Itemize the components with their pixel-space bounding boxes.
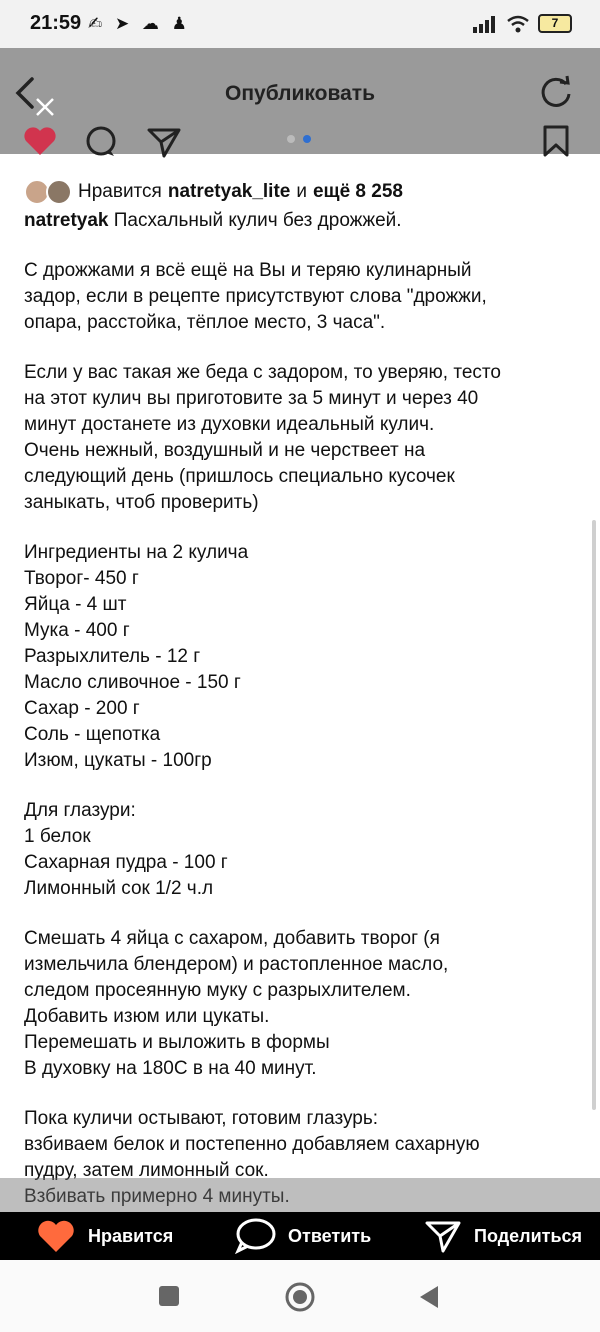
caption-line: Добавить изюм или цукаты. [24,1006,270,1027]
likes-user[interactable]: natretyak_lite [167,181,291,202]
caption-line: заныкать, чтоб проверить) [24,492,259,513]
caption-line [24,516,584,540]
caption-line: В духовку на 180С в на 40 минут. [24,1058,317,1079]
caption-line: 1 белок [24,826,91,847]
caption-line: Сахарная пудра - 100 г [24,852,228,873]
share-label: Поделиться [474,1225,583,1246]
page-title: Опубликовать [225,82,375,105]
caption-line: взбиваем белок и постепенно добавляем сахарную [24,1134,480,1155]
caption-body [24,234,584,1210]
refresh-icon[interactable] [538,74,574,110]
top-bar [0,48,600,154]
comment-icon [234,1218,276,1254]
back-nav-icon[interactable] [418,1285,440,1309]
caption-line [24,336,584,360]
notification-icons: ✍ ➤ ☁ ♟ [88,14,191,33]
heart-icon [36,1219,76,1253]
caption-line [24,1082,584,1106]
action-bar [0,1212,600,1260]
caption-line: пудру, затем лимонный сок. [24,1160,269,1181]
caption-line: минут достанете из духовки идеальный кулич. [24,414,435,435]
caption-title: Пасхальный кулич без дрожжей. [108,210,402,231]
post-caption [24,178,584,1210]
reply-label: Ответить [288,1225,372,1246]
caption-line: Очень нежный, воздушный и не черствеет на [24,440,426,461]
caption-line: Лимонный сок 1/2 ч.л [24,878,214,899]
caption-line [24,902,584,926]
caption-line: измельчила блендером) и растопленное масло, [24,954,449,975]
caption-line: следом просеянную муку с разрыхлителем. [24,980,411,1001]
send-icon [424,1219,462,1253]
caption-line: Соль - щепотка [24,724,161,745]
caption-line: Взбивать примерно 4 минуты. [24,1186,290,1207]
caption-line: Для глазури: [24,800,136,821]
heart-icon[interactable] [22,126,58,156]
home-icon[interactable] [284,1281,316,1313]
caption-line: Творог- 450 г [24,568,139,589]
status-time: 21:59 [30,12,82,34]
wifi-icon [506,15,530,33]
caption-line [24,774,584,798]
comment-overlay [0,1178,600,1212]
caption-line: Сахар - 200 г [24,698,140,719]
bookmark-icon[interactable] [541,124,571,158]
recent-apps-icon[interactable] [158,1285,180,1307]
likes-row[interactable] [24,178,584,206]
caption-line: Яйца - 4 шт [24,594,127,615]
likes-prefix: Нравится [78,181,162,202]
caption-line: Изюм, цукаты - 100гр [24,750,212,771]
caption-line: опара, расстойка, тёплое место, 3 часа". [24,312,386,333]
system-nav-bar [0,1260,600,1332]
like-label: Нравится [88,1225,174,1246]
caption-line [24,234,584,258]
caption-line: следующий день (пришлось специально кусочек [24,466,455,487]
comment-icon[interactable] [84,126,118,158]
like-action[interactable] [36,1212,173,1260]
caption-line: Пока куличи остывают, готовим глазурь: [24,1108,379,1129]
caption-line: Мука - 400 г [24,620,130,641]
carousel-dots [286,134,314,144]
likes-others[interactable]: ещё 8 258 [312,181,403,202]
signal-icon [472,15,498,33]
caption-line: Смешать 4 яйца с сахаром, добавить творог (я [24,928,440,949]
caption-line: на этот кулич вы приготовите за 5 минут и через 40 [24,388,479,409]
avatar [46,179,72,205]
caption-line: Ингредиенты на 2 кулича [24,542,249,563]
scrollbar[interactable] [592,520,596,1110]
reply-action[interactable] [234,1212,371,1260]
caption-author[interactable]: natretyak [24,210,109,231]
caption-first-line [24,208,584,234]
share-action[interactable] [424,1212,582,1260]
caption-line: Разрыхлитель - 12 г [24,646,201,667]
caption-line: задор, если в рецепте присутствуют слова "дрожжи, [24,286,487,307]
caption-line: Масло сливочное - 150 г [24,672,241,693]
send-icon[interactable] [146,126,182,158]
caption-line: Если у вас такая же беда с задором, то уверяю, тесто [24,362,501,383]
likes-joiner: и [296,181,307,202]
caption-line: Перемешать и выложить в формы [24,1032,330,1053]
status-bar [0,0,600,48]
battery-icon: 7 [538,14,572,33]
caption-line: С дрожжами я всё ещё на Вы и теряю кулинарный [24,260,472,281]
